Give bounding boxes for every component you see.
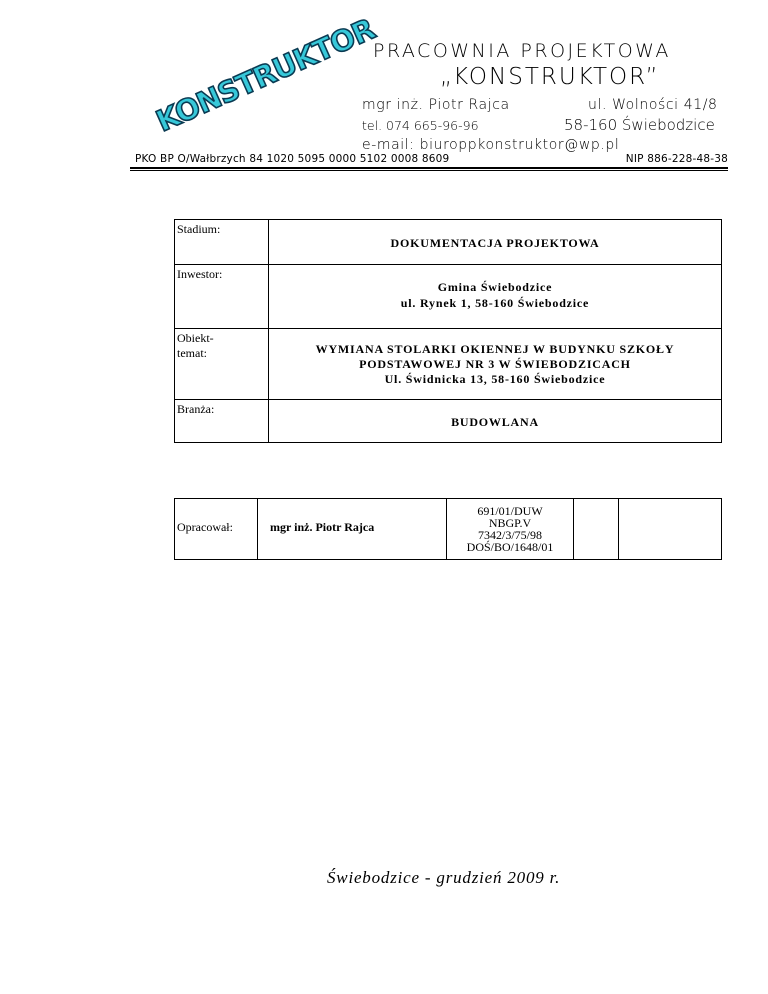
street-address: ul. Wolności 41/8 (588, 97, 718, 113)
email-address: e-mail: biuroppkonstruktor@wp.pl (362, 137, 620, 153)
author-row (175, 499, 722, 560)
city-address: 58-160 Świebodzice (564, 116, 715, 134)
investor-address: ul. Rynek 1, 58-160 Świebodzice (400, 296, 590, 310)
stamp-cell (619, 499, 722, 560)
studio-title: PRACOWNIA PROJEKTOWA (373, 40, 671, 62)
investor-value (269, 265, 722, 329)
bank-account: PKO BP O/Wałbrzych 84 1020 5095 0000 5102 0008 8609 (135, 153, 450, 165)
header-divider-thin (130, 170, 728, 171)
place-and-date: Świebodzice - grudzień 2009 r. (327, 868, 561, 887)
license-line: 7342/3/75/98 (477, 528, 542, 542)
object-value (269, 329, 722, 400)
license-line: DOŚ/BO/1648/01 (466, 540, 554, 554)
investor-name: Gmina Świebodzice (437, 280, 553, 294)
branch-value: BUDOWLANA (269, 400, 722, 443)
object-label-line1: Obiekt- (177, 331, 214, 345)
stadium-row (175, 220, 722, 265)
signature-cell (574, 499, 619, 560)
branch-row (175, 400, 722, 443)
branch-label: Branża: (175, 400, 269, 443)
author-name: mgr inż. Piotr Rajca (258, 499, 447, 560)
object-title-line2: PODSTAWOWEJ NR 3 W ŚWIEBODZICACH (359, 357, 631, 371)
logo-text: KONSTRUKTOR (151, 11, 380, 139)
project-info-table (174, 219, 722, 443)
object-label-line2: temat: (177, 346, 207, 360)
stadium-value: DOKUMENTACJA PROJEKTOWA (269, 220, 722, 265)
object-title-line1: WYMIANA STOLARKI OKIENNEJ W BUDYNKU SZKOŁY (315, 342, 675, 356)
investor-row (175, 265, 722, 329)
company-name: „KONSTRUKTOR” (440, 64, 660, 90)
bank-line (135, 153, 728, 165)
author-table (174, 498, 722, 560)
license-line: 691/01/DUW (477, 504, 543, 518)
konstruktor-logo (150, 11, 380, 142)
stadium-label: Stadium: (175, 220, 269, 265)
license-line: NBGP.V (488, 516, 532, 530)
phone-number: tel. 074 665-96-96 (362, 118, 479, 133)
object-address: Ul. Świdnicka 13, 58-160 Świebodzice (384, 372, 606, 386)
owner-name: mgr inż. Piotr Rajca (362, 97, 510, 113)
object-row (175, 329, 722, 400)
license-numbers (447, 499, 574, 560)
investor-label: Inwestor: (175, 265, 269, 329)
header-divider (130, 167, 728, 169)
tax-id: NIP 886-228-48-38 (625, 153, 728, 165)
object-label (175, 329, 269, 400)
author-label: Opracował: (175, 499, 258, 560)
